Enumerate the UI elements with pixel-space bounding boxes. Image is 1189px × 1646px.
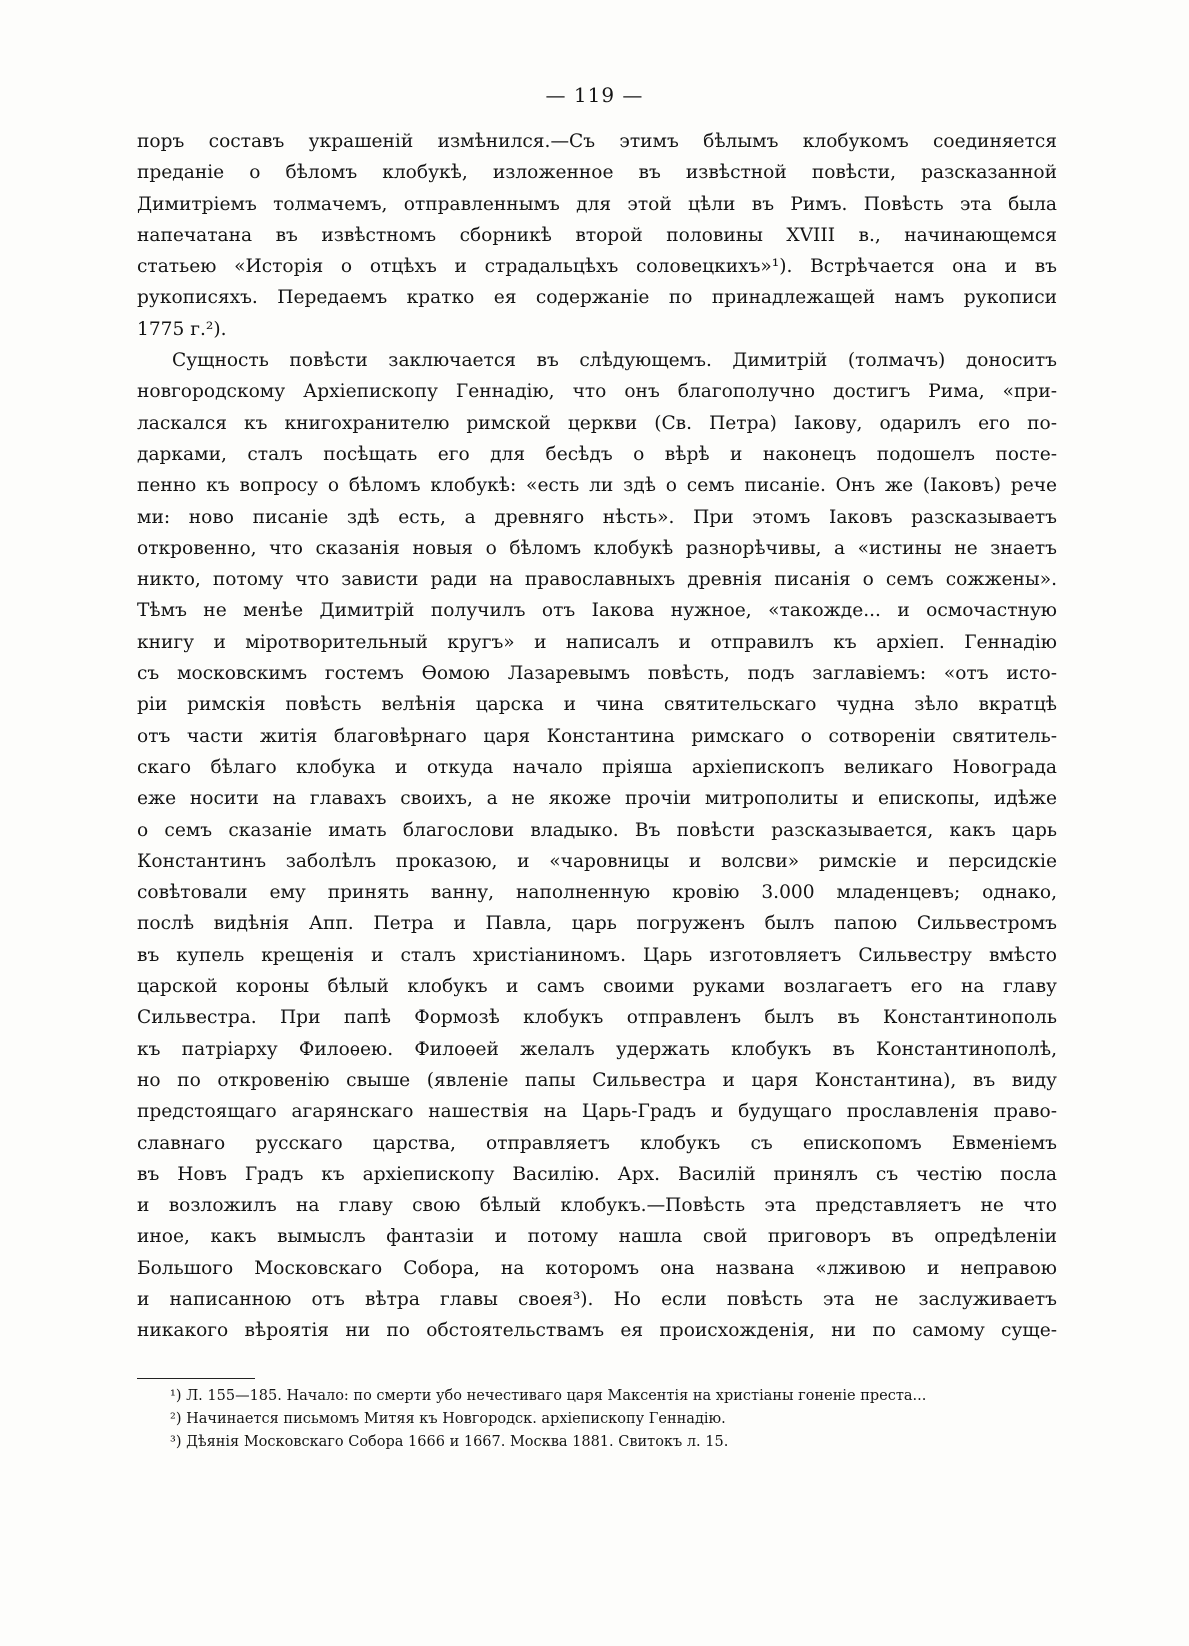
text-line: и написанною отъ вѣтра главы своея³). Но если повѣсть эта не заслуживаетъ xyxy=(137,1288,1057,1310)
text-line: славнаго русскаго царства, отправляетъ клобукъ съ епископомъ Евменіемъ xyxy=(137,1132,1057,1154)
text-line: и возложилъ на главу свою бѣлый клобукъ.—Повѣсть эта представляетъ не что xyxy=(137,1195,1057,1217)
text-line: напечатана въ извѣстномъ сборникѣ второй половины XVIII в., начинающемся xyxy=(137,224,1057,246)
footnote: ²) Начинается письмомъ Митяя къ Новгородск. архіепископу Геннадію. xyxy=(170,1411,726,1427)
text-line: въ Новъ Градъ къ архіепископу Василію. Арх. Василій принялъ съ честію посла xyxy=(137,1163,1057,1185)
paragraph xyxy=(137,345,1057,1347)
text-line: къ патріарху Филоѳею. Филоѳей желалъ удержать клобукъ въ Константинополѣ, xyxy=(137,1038,1057,1060)
text-line: Константинъ заболѣлъ проказою, и «чаровницы и волсви» римскіе и персидскіе xyxy=(137,850,1057,872)
footnote-divider xyxy=(137,1378,255,1379)
text-line: царской короны бѣлый клобукъ и самъ своими руками возлагаетъ его на главу xyxy=(137,976,1057,998)
text-line: послѣ видѣнія Апп. Петра и Павла, царь погруженъ былъ папою Сильвестромъ xyxy=(137,913,1057,935)
text-line: еже носити на главахъ своихъ, а не якоже прочіи митрополиты и епископы, идѣже xyxy=(137,788,1057,810)
footnote: ¹) Л. 155—185. Начало: по смерти убо нечестиваго царя Максентія на христіаны гоненіе преста... xyxy=(170,1388,927,1404)
text-line: о семъ сказаніе имать благослови владыко. Въ повѣсти разсказывается, какъ царь xyxy=(137,819,1057,841)
text-line: откровенно, что сказанія новыя о бѣломъ клобукѣ разнорѣчивы, а «истины не знаетъ xyxy=(137,537,1057,559)
footnote: ³) Дѣянія Московскаго Собора 1666 и 1667. Москва 1881. Свитокъ л. 15. xyxy=(170,1434,729,1450)
text-line: Большого Московскаго Собора, на которомъ она названа «лживою и неправою xyxy=(137,1257,1057,1279)
text-line: Сущность повѣсти заключается въ слѣдующемъ. Димитрій (толмачъ) доноситъ xyxy=(172,350,1057,372)
text-line: новгородскому Архіепископу Геннадію, что онъ благополучно достигъ Рима, «при- xyxy=(137,381,1057,403)
text-line: совѣтовали ему принять ванну, наполненную кровію 3.000 младенцевъ; однако, xyxy=(137,882,1057,904)
text-line: ми: ново писаніе здѣ есть, а древняго нѣсть». При этомъ Іаковъ разсказываетъ xyxy=(137,506,1057,528)
text-line: пенно къ вопросу о бѣломъ клобукѣ: «есть ли здѣ о семъ писаніе. Онъ же (Іаковъ) рече xyxy=(137,475,1057,497)
text-line: Сильвестра. При папѣ Формозѣ клобукъ отправленъ былъ въ Константинополь xyxy=(137,1007,1057,1029)
text-line: иное, какъ вымыслъ фантазіи и потому нашла свой приговоръ въ опредѣленіи xyxy=(137,1226,1057,1248)
text-line: скаго бѣлаго клобука и откуда начало пріяша архіепископъ великаго Новограда xyxy=(137,756,1057,778)
text-line: дарками, сталъ посѣщать его для бесѣдъ о вѣрѣ и наконецъ подошелъ посте- xyxy=(137,443,1057,465)
text-line: никакого вѣроятія ни по обстоятельствамъ ея происхожденія, ни по самому суще- xyxy=(137,1320,1057,1342)
text-line: отъ части житія благовѣрнаго царя Константина римскаго о сотвореніи святитель- xyxy=(137,725,1057,747)
text-line: ласкался къ книгохранителю римской церкви (Св. Петра) Іакову, одарилъ его по- xyxy=(137,412,1057,434)
text-line: но по откровенію свыше (явленіе папы Сильвестра и царя Константина), въ виду xyxy=(137,1069,1057,1091)
text-line: рукописяхъ. Передаемъ кратко ея содержаніе по принадлежащей намъ рукописи xyxy=(137,287,1057,309)
body-text xyxy=(137,126,1057,1347)
text-line: Димитріемъ толмачемъ, отправленнымъ для этой цѣли въ Римъ. Повѣсть эта была xyxy=(137,193,1057,215)
text-line: преданіе о бѣломъ клобукѣ, изложенное въ извѣстной повѣсти, разсказанной xyxy=(137,162,1057,184)
text-line: предстоящаго агарянскаго нашествія на Царь-Градъ и будущаго прославленія право- xyxy=(137,1101,1057,1123)
text-line: въ купель крещенія и сталъ христіаниномъ. Царь изготовляетъ Сильвестру вмѣсто xyxy=(137,944,1057,966)
text-line: 1775 г.²). xyxy=(137,318,227,340)
text-line: съ московскимъ гостемъ Ѳомою Лазаревымъ повѣсть, подъ заглавіемъ: «отъ исто- xyxy=(137,663,1057,685)
text-line: никто, потому что зависти ради на православныхъ древнія писанія о семъ сожжены». xyxy=(137,569,1057,591)
text-line: статьею «Исторія о отцѣхъ и страдальцѣхъ соловецкихъ»¹). Встрѣчается она и въ xyxy=(137,256,1057,278)
page-number: — 119 — xyxy=(545,83,644,107)
text-line: книгу и міротворительный кругъ» и написалъ и отправилъ къ архіеп. Геннадію xyxy=(137,631,1057,653)
text-line: Тѣмъ не менѣе Димитрій получилъ отъ Іакова нужное, «такожде... и осмочастную xyxy=(137,600,1057,622)
footnotes xyxy=(170,1385,1060,1454)
text-line: ріи римскія повѣсть велѣнія царска и чина святительскаго чудна зѣло вкратцѣ xyxy=(137,694,1057,716)
paragraph xyxy=(137,126,1057,345)
text-line: поръ составъ украшеній измѣнился.—Съ этимъ бѣлымъ клобукомъ соединяется xyxy=(137,131,1057,152)
